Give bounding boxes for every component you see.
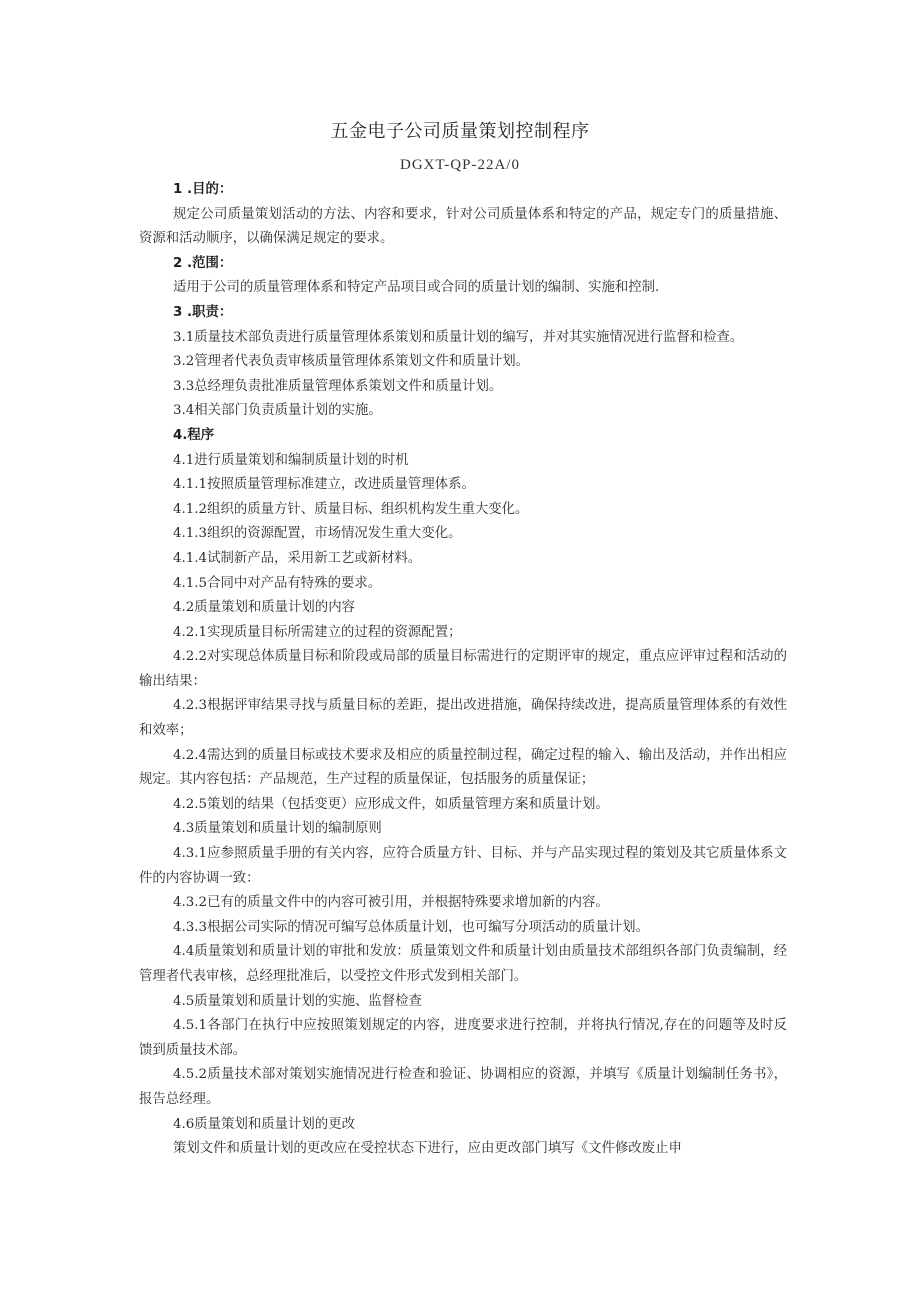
section-heading: 3 .职责： <box>173 304 233 320</box>
paragraph: 4.1.5合同中对产品有特殊的要求。 <box>173 575 382 591</box>
document-title: 五金电子公司质量策划控制程序 <box>330 121 590 142</box>
paragraph: 4.1.3组织的资源配置，市场情况发生重大变化。 <box>173 526 462 542</box>
paragraph: 3.3总经理负责批准质量管理体系策划文件和质量计划。 <box>173 378 503 394</box>
paragraph: 适用于公司的质量管理体系和特定产品项目或合同的质量计划的编制、实施和控制. <box>173 280 660 296</box>
paragraph: 4.2.3根据评审结果寻找与质量目标的差距，提出改进措施，确保持续改进，提高质量管理体系的有效性和效率； <box>139 698 787 739</box>
paragraph: 4.6质量策划和质量计划的更改 <box>173 1116 355 1132</box>
paragraph: 4.2.2对实现总体质量目标和阶段或局部的质量目标需进行的定期评审的规定，重点应评审过程和活动的输出结果： <box>139 649 787 689</box>
document-body <box>139 178 787 1162</box>
paragraph: 4.2.1实现质量目标所需建立的过程的资源配置； <box>173 624 462 640</box>
paragraph: 4.1.4试制新产品，采用新工艺或新材料。 <box>173 550 422 566</box>
paragraph: 4.5.1各部门在执行中应按照策划规定的内容，进度要求进行控制，并将执行情况,存在的问题等及时反馈到质量技术部。 <box>139 1018 787 1058</box>
paragraph: 4.4质量策划和质量计划的审批和发放：质量策划文件和质量计划由质量技术部组织各部门负责编制，经管理者代表审核，总经理批准后，以受控文件形式发到相关部门。 <box>139 944 787 984</box>
paragraph: 3.4相关部门负责质量计划的实施。 <box>173 403 382 419</box>
paragraph: 4.2质量策划和质量计划的内容 <box>173 600 355 616</box>
paragraph: 4.5.2质量技术部对策划实施情况进行检查和验证、协调相应的资源，并填写《质量计划编制任务书》，报告总经理。 <box>139 1067 787 1107</box>
section-heading: 1 .目的： <box>173 182 233 197</box>
paragraph: 4.1.1按照质量管理标准建立，改进质量管理体系。 <box>173 477 475 493</box>
paragraph: 规定公司质量策划活动的方法、内容和要求，针对公司质量体系和特定的产品，规定专门的质量措施、资源和活动顺序，以确保满足规定的要求。 <box>139 206 787 247</box>
paragraph: 4.2.4需达到的质量目标或技术要求及相应的质量控制过程，确定过程的输入、输出及活动，并作出相应规定。其内容包括：产品规范，生产过程的质量保证，包括服务的质量保证； <box>139 747 787 788</box>
section-heading: 4.程序 <box>173 427 215 443</box>
paragraph: 4.3质量策划和质量计划的编制原则 <box>173 821 382 837</box>
paragraph: 策划文件和质量计划的更改应在受控状态下进行，应由更改部门填写《文件修改废止申 <box>173 1141 682 1157</box>
document-code: DGXT-QP-22A/0 <box>400 157 520 173</box>
paragraph: 4.5质量策划和质量计划的实施、监督检查 <box>173 993 422 1009</box>
paragraph: 3.2管理者代表负责审核质量管理体系策划文件和质量计划。 <box>173 354 530 370</box>
paragraph: 4.1进行质量策划和编制质量计划的时机 <box>173 452 409 468</box>
paragraph: 4.3.1应参照质量手册的有关内容，应符合质量方针、目标、并与产品实现过程的策划及其它质量体系文件的内容协调一致： <box>139 846 787 886</box>
paragraph: 3.1质量技术部负责进行质量管理体系策划和质量计划的编写，并对其实施情况进行监督和检查。 <box>173 329 744 345</box>
paragraph: 4.2.5策划的结果（包括变更）应形成文件，如质量管理方案和质量计划。 <box>173 796 609 812</box>
section-heading: 2 .范围： <box>173 255 233 271</box>
paragraph: 4.1.2组织的质量方针、质量目标、组织机构发生重大变化。 <box>173 501 529 517</box>
paragraph: 4.3.2已有的质量文件中的内容可被引用，并根据特殊要求增加新的内容。 <box>173 895 609 911</box>
paragraph: 4.3.3根据公司实际的情况可编写总体质量计划，也可编写分项活动的质量计划。 <box>173 919 649 935</box>
